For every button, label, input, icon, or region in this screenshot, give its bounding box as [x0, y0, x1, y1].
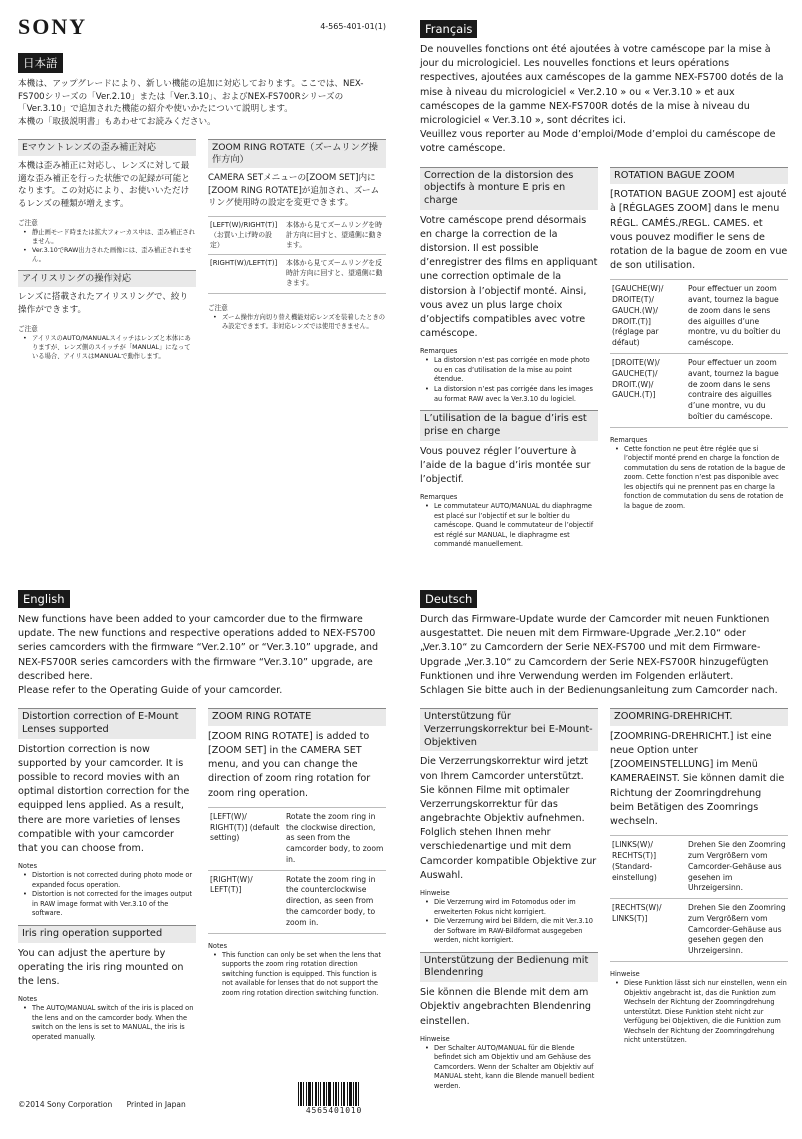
intro-german [420, 613, 788, 698]
language-label-german: Deutsch [420, 590, 477, 608]
notes-heading: Notes [18, 862, 38, 871]
notes-heading: Remarques [420, 493, 458, 502]
option-key: [LEFT(W)/ RIGHT(T)] (default setting) [208, 807, 284, 870]
notes-heading: Remarques [610, 435, 648, 444]
section-body: CAMERA SETメニューの[ZOOM SET]内に[ZOOM RING ROTATE]が追加され、ズームリング使用時の設定を変更できます。 [208, 172, 380, 209]
note-item: • Distortion is not corrected during photo mode or expanded focus operation. [32, 871, 196, 890]
section-title: L’utilisation de la bague d’iris est prise en charge [420, 410, 598, 440]
option-value: Rotate the zoom ring in the counterclockwise direction, as seen from the camcorder body, to zoom in. [284, 870, 386, 933]
table-row [610, 280, 788, 354]
note-item: • 静止画モード時または拡大フォーカス中は、歪み補正されません。 [32, 228, 196, 246]
notes-list [420, 898, 598, 946]
intro-french [420, 43, 788, 157]
quadrant-french [420, 18, 788, 556]
section-title: ZOOM RING ROTATE [208, 708, 386, 726]
option-value: Drehen Sie den Zoomring zum Vergrößern vom Camcorder-Gehäuse aus gesehen gegen den Uhrzeigersinn. [686, 899, 788, 962]
note-item: • Distortion is not corrected for the images output in RAW image format with Ver.3.10 of the software. [32, 890, 196, 919]
options-table [610, 279, 788, 427]
option-key: [RECHTS(W)/ LINKS(T)] [610, 899, 686, 962]
option-value: Pour effectuer un zoom avant, tournez la bague de zoom dans le sens contraire des aiguilles d’une montre, vu du boîtier du caméscope. [686, 354, 788, 428]
option-value: Pour effectuer un zoom avant, tournez la bague de zoom dans le sens des aiguilles d’une montre, vu du boîtier du caméscope. [686, 280, 788, 354]
intro-paragraph: 本機の「取扱説明書」もあわせてお読みください。 [18, 117, 216, 128]
notes-list [18, 1004, 196, 1042]
notes-list [18, 334, 196, 361]
note-item: • アイリスのAUTO/MANUALスイッチはレンズと本体にありますが、レンズ側のスイッチが「MANUAL」になっている場合、アイリスはMANUALで動作します。 [32, 334, 196, 361]
quadrant-german [420, 588, 788, 1098]
option-key: [RIGHT(W)/LEFT(T)] [208, 255, 284, 293]
section-body: Die Verzerrungskorrektur wird jetzt von Ihrem Camcorder unterstützt. Sie können Filme mit optimaler Verzerrungskorrektur für das angebrachte Objektiv aufnehmen. Folglich stehen Ihnen mehr verschiedenartige und mit dem Camcorder kompatible Objektive zur Auswahl. [420, 756, 597, 881]
column-left [420, 708, 598, 1097]
section-body: 本機は歪み補正に対応し、レンズに対して最適な歪み補正を行った状態での記録が可能となります。この対応により、お使いいただけるレンズの種類が増えます。 [18, 160, 190, 209]
section-title: Correction de la distorsion des objectifs à monture E pris en charge [420, 167, 598, 210]
note-item: • Diese Funktion lässt sich nur einstellen, wenn ein Objektiv angebracht ist, das die Funktion zum Wechseln der Richtung der Zoomringdrehung unterstützt. Diese Funktion steht nicht zur Verfügung bei Objektiven, die die Funktion zum Wechseln der Richtung der Zoomringdrehung nicht unterstützen. [624, 979, 788, 1046]
note-item: • Die Verzerrung wird im Fotomodus oder im erweiterten Fokus nicht korrigiert. [434, 898, 598, 917]
intro-paragraph: Veuillez vous reporter au Mode d’emploi/Mode d’emploi du caméscope de votre caméscope. [420, 129, 776, 155]
section-title: ZOOM RING ROTATE（ズームリング操作方向） [208, 139, 386, 168]
table-row [610, 836, 788, 899]
notes-heading: Hinweise [420, 889, 450, 898]
option-key: [DROITE(W)/ GAUCHE(T)/ DROIT.(W)/ GAUCH.(T)] [610, 354, 686, 428]
note-item: • ズーム操作方向切り替え機能対応レンズを装着したときのみ設定できます。非対応レンズでは使用できません。 [222, 313, 386, 331]
intro-japanese [18, 78, 386, 129]
option-key: [GAUCHE(W)/ DROITE(T)/ GAUCH.(W)/ DROIT.(T)] (réglage par défaut) [610, 280, 686, 354]
table-row [610, 899, 788, 962]
column-right [610, 708, 788, 1097]
notes-heading: Remarques [420, 347, 458, 356]
section-title: Unterstützung für Verzerrungskorrektur bei E-Mount-Objektiven [420, 708, 598, 751]
footer [18, 1100, 186, 1109]
section-body: Votre caméscope prend désormais en charge la correction de la distorsion. Il est possible d’enregistrer des films en appliquant une correction optimale de la distorsion à l’objectif monté. Ainsi, vous avez un plus large choix d’objectifs compatibles avec votre caméscope. [420, 214, 598, 340]
note-item: • La distorsion n’est pas corrigée dans les images au format RAW avec la Ver.3.10 du logiciel. [434, 385, 598, 404]
notes-list [18, 228, 196, 265]
intro-paragraph: Durch das Firmware-Update wurde der Camcorder mit neuen Funktionen ausgestattet. Die neuen mit dem Firmware-Upgrade „Ver.2.10“ oder „Ver.3.10“ zu Camcordern der Serie NEX-FS700 und mit dem Firmware-Upgrade „Ver.3.10“ zu Camcordern der Serie NEX-FS700R hinzugefügten Funktionen und ihre Verwendung werden im Folgenden erläutert. [420, 614, 770, 682]
options-table [208, 807, 386, 934]
notes-heading: Hinweise [420, 1034, 450, 1043]
notes-list [610, 445, 788, 512]
barcode-number: 4565401010 [305, 1106, 363, 1115]
notes-list [420, 1044, 598, 1092]
note-item: • Ver.3.10でRAW出力された画像には、歪み補正されません。 [32, 246, 196, 264]
column-left [18, 139, 196, 367]
section-body: [ROTATION BAGUE ZOOM] est ajouté à [RÉGLAGES ZOOM] dans le menu RÉGL. CAMÉS./REGL. CAMES. et vous pouvez modifier le sens de rotation de la bague de zoom en vue de son utilisation. [610, 189, 788, 272]
option-key: [LEFT(W)/RIGHT(T)]（お買い上げ時の設定） [208, 216, 284, 254]
note-item: • La distorsion n’est pas corrigée en mode photo ou en cas d’utilisation de la mise au point étendue. [434, 356, 598, 385]
column-left [420, 167, 598, 556]
quadrant-japanese [18, 14, 386, 367]
option-value: 本体から見てズームリングを時計方向に回すと、望遠側に動きます。 [284, 216, 386, 254]
printed-in: Printed in Japan [126, 1100, 186, 1109]
barcode [298, 1082, 370, 1115]
column-right [208, 708, 386, 1048]
section-title: Eマウントレンズの歪み補正対応 [18, 139, 196, 156]
section-title: Distortion correction of E-Mount Lenses supported [18, 708, 196, 738]
copyright: ©2014 Sony Corporation [18, 1100, 113, 1109]
notes-list [208, 313, 386, 331]
table-row [610, 354, 788, 428]
notes-heading: Notes [18, 995, 38, 1004]
option-value: Drehen Sie den Zoomring zum Vergrößern vom Camcorder-Gehäuse aus gesehen im Uhrzeigersinn. [686, 836, 788, 899]
column-right [610, 167, 788, 556]
brand-logo: SONY [18, 14, 88, 39]
notes-heading: ご注意 [18, 218, 38, 227]
column-left [18, 708, 196, 1048]
section-title: ZOOMRING-DREHRICHT. [610, 708, 788, 726]
options-table [208, 216, 386, 294]
section-body: Vous pouvez régler l’ouverture à l’aide de la bague d’iris montée sur l’objectif. [420, 445, 591, 485]
notes-list [208, 951, 386, 999]
intro-paragraph: 本機は、アップグレードにより、新しい機能の追加に対応しております。ここでは、NEX-FS700シリーズの「Ver.2.10」または「Ver.3.10」、およびNEX-FS700Rシリーズの「Ver.3.10」で追加された機能の紹介や使いかたについて説明します。 [18, 79, 364, 115]
option-value: Rotate the zoom ring in the clockwise direction, as seen from the camcorder body, to zoom in. [284, 807, 386, 870]
section-body: [ZOOMRING-DREHRICHT.] ist eine neue Option unter [ZOOMEINSTELLUNG] im Menü KAMERAEINST. Sie können damit die Richtung der Zoomringdrehung beim Betätigen des Zoomrings wechseln. [610, 730, 785, 827]
note-item: • Cette fonction ne peut être réglée que si l’objectif monté prend en charge la fonction de commutation du sens de rotation de la bague de zoom. Cette fonction n’est pas disponible avec les objectifs qui ne prennent pas en charge la fonction de commutation du sens de rotation de la bague de zoom. [624, 445, 788, 512]
section-title: Iris ring operation supported [18, 925, 196, 943]
note-item: • This function can only be set when the lens that supports the zoom ring rotation direction switching function is equipped. This function is not available for lenses that do not support the zoom ring rotation direction switching function. [222, 951, 386, 999]
quadrant-english [18, 588, 386, 1048]
options-table [610, 835, 788, 962]
language-label-french: Français [420, 20, 477, 38]
barcode-bars-icon [298, 1082, 370, 1106]
language-label-japanese: 日本語 [18, 53, 63, 73]
section-body: [ZOOM RING ROTATE] is added to [ZOOM SET] in the CAMERA SET menu, and you can change the direction of zoom ring rotation for zoom ring operation. [208, 730, 371, 799]
section-body: レンズに搭載されたアイリスリングで、絞り操作ができます。 [18, 292, 189, 315]
option-value: 本体から見てズームリングを反時計方向に回すと、望遠側に動きます。 [284, 255, 386, 293]
section-title: アイリスリングの操作対応 [18, 270, 196, 287]
notes-list [420, 356, 598, 404]
section-body: Sie können die Blende mit dem am Objektiv angebrachten Blendenring einstellen. [420, 987, 592, 1027]
section-title: ROTATION BAGUE ZOOM [610, 167, 788, 185]
language-label-english: English [18, 590, 70, 608]
section-title: Unterstützung der Bedienung mit Blendenring [420, 952, 598, 982]
option-key: [LINKS(W)/ RECHTS(T)] (Standard-einstellung) [610, 836, 686, 899]
notes-heading: ご注意 [18, 324, 38, 333]
notes-heading: Hinweise [610, 969, 640, 978]
table-row [208, 216, 386, 254]
section-body: Distortion correction is now supported by your camcorder. It is possible to record movies with an optimal distortion correction for the equipped lens applied. As a result, there are more varieties of lenses compatible with your camcorder that you can choose from. [18, 743, 190, 854]
notes-heading: ご注意 [208, 303, 228, 312]
column-right [208, 139, 386, 367]
note-item: • The AUTO/MANUAL switch of the iris is placed on the lens and on the camcorder body. When the switch on the lens is set to MANUAL, the iris is operated manually. [32, 1004, 196, 1042]
note-item: • Der Schalter AUTO/MANUAL für die Blende befindet sich am Objektiv und am Gehäuse des Camcorders. Wenn der Schalter am Objektiv auf MANUAL steht, kann die Blende manuell bedient werden. [434, 1044, 598, 1092]
document-number: 4-565-401-01(1) [320, 22, 386, 31]
note-item: • Die Verzerrung wird bei Bildern, die mit Ver.3.10 der Software im RAW-Bildformat ausgegeben werden, nicht korrigiert. [434, 917, 598, 946]
intro-paragraph: Schlagen Sie bitte auch in der Bedienungsanleitung zum Camcorder nach. [420, 684, 778, 696]
intro-paragraph: De nouvelles fonctions ont été ajoutées à votre caméscope par la mise à jour du micrologiciel. Les nouvelles fonctions et leurs opérations respectives, ajoutées aux caméscopes de la gamme NEX-FS700 dotés de la mise à niveau du micrologiciel « Ver.2.10 » ou « Ver.3.10 » et aux caméscopes de la gamme NEX-FS700R dotés de la mise à niveau du micrologiciel « Ver.3.10 », sont décrites ici. [420, 44, 784, 126]
table-row [208, 807, 386, 870]
option-key: [RIGHT(W)/ LEFT(T)] [208, 870, 284, 933]
section-body: You can adjust the aperture by operating the iris ring mounted on the lens. [18, 947, 184, 987]
table-row [208, 870, 386, 933]
notes-heading: Notes [208, 941, 228, 950]
notes-list [610, 979, 788, 1046]
table-row [208, 255, 386, 293]
intro-english [18, 613, 386, 698]
intro-paragraph: New functions have been added to your camcorder due to the firmware update. The new functions and respective operations added to NEX-FS700 series camcorders with the firmware “Ver.2.10” or “Ver.3.10” upgrade, and NEX-FS700R series camcorders with the firmware “Ver.3.10” upgrade, are described here. [18, 614, 379, 682]
notes-list [18, 871, 196, 919]
note-item: • Le commutateur AUTO/MANUAL du diaphragme est placé sur l’objectif et sur le boîtier du caméscope. Quand le commutateur de l’objectif est réglé sur MANUAL, le diaphragme est commandé manuellement. [434, 502, 598, 550]
intro-paragraph: Please refer to the Operating Guide of your camcorder. [18, 684, 283, 696]
notes-list [420, 502, 598, 550]
